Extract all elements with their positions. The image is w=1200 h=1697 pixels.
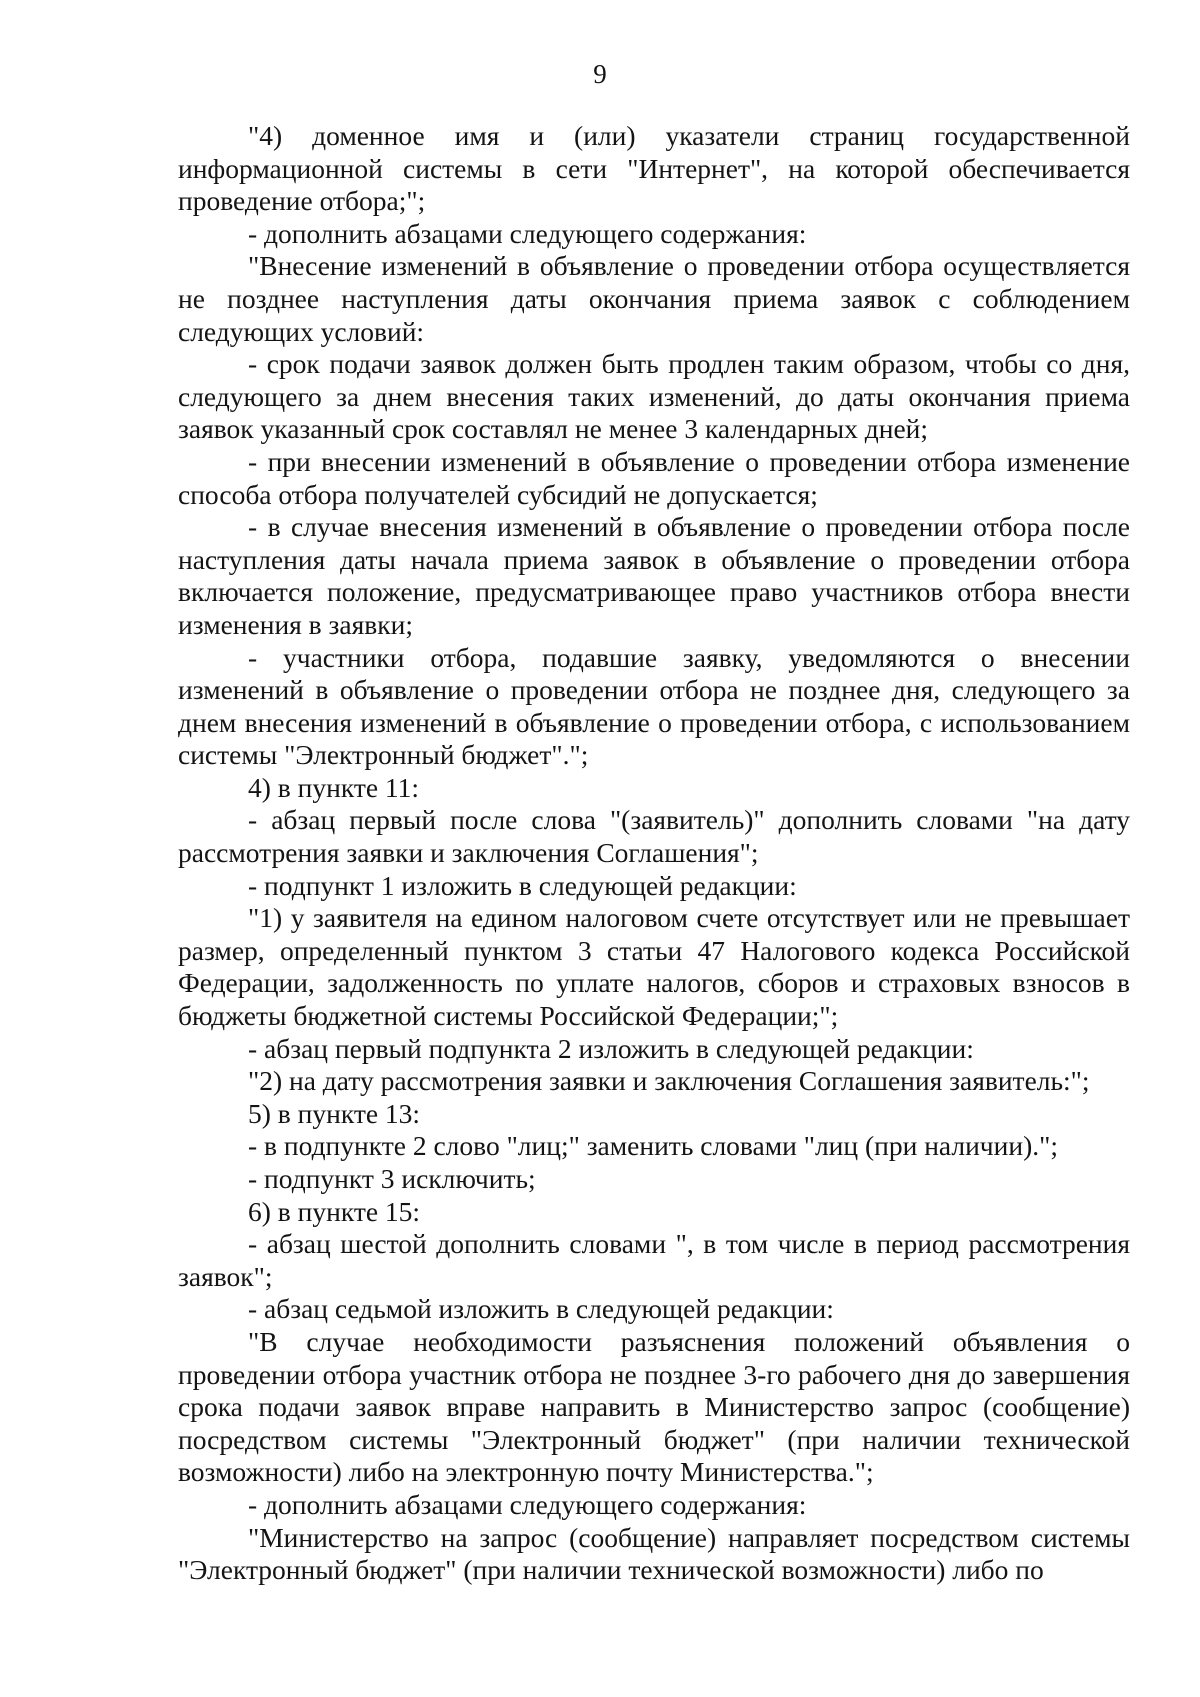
paragraph: "В случае необходимости разъяснения положений объявления о проведении отбора участник отбора не позднее 3-го рабочего дня до завершения срока подачи заявок вправе направить в Министерство запрос (сообщение) посредством системы "Электронный бюджет" (при наличии технической возможности) либо на электронную почту Министерства."; (178, 1325, 1130, 1488)
paragraph: - в случае внесения изменений в объявление о проведении отбора после наступления даты начала приема заявок в объявление о проведении отбора включается положение, предусматривающее право участников отбора внести изменения в заявки; (178, 511, 1130, 640)
paragraph: 5) в пункте 13: (248, 1097, 421, 1129)
paragraph: - абзац первый подпункта 2 изложить в следующей редакции: (248, 1032, 974, 1064)
paragraph: - подпункт 1 изложить в следующей редакции: (248, 869, 797, 901)
page-number: 9 (593, 59, 607, 89)
paragraph: - абзац седьмой изложить в следующей редакции: (248, 1293, 834, 1325)
paragraph: - срок подачи заявок должен быть продлен таким образом, чтобы со дня, следующего за днем внесения таких изменений, до даты окончания приема заявок указанный срок составлял не менее 3 календарных дней; (178, 348, 1130, 445)
paragraph: 6) в пункте 15: (248, 1195, 421, 1227)
paragraph: - абзац первый после слова "(заявитель)" дополнить словами "на дату рассмотрения заявки и заключения Соглашения"; (178, 804, 1130, 869)
paragraph: 4) в пункте 11: (248, 771, 420, 803)
paragraph: "Министерство на запрос (сообщение) направляет посредством системы "Электронный бюджет" (при наличии технической возможности) либо по (178, 1521, 1130, 1586)
paragraph: - дополнить абзацами следующего содержания: (248, 1488, 807, 1520)
paragraph: - участники отбора, подавшие заявку, уведомляются о внесении изменений в объявление о проведении отбора не позднее дня, следующего за днем внесения изменений в объявление о проведении отбора, с использованием системы "Электронный бюджет"."; (178, 641, 1130, 771)
paragraph: - при внесении изменений в объявление о проведении отбора изменение способа отбора получателей субсидий не допускается; (178, 445, 1130, 510)
document-body (178, 120, 1130, 1587)
paragraph: "4) доменное имя и (или) указатели страниц государственной информационной системы в сети "Интернет", на которой обеспечивается проведение отбора;"; (178, 120, 1130, 217)
paragraph: "2) на дату рассмотрения заявки и заключения Соглашения заявитель:"; (248, 1065, 1090, 1097)
paragraph: - дополнить абзацами следующего содержания: (248, 217, 807, 249)
paragraph: - подпункт 3 исключить; (248, 1163, 536, 1194)
paragraph: - в подпункте 2 слово "лиц;" заменить словами "лиц (при наличии)."; (248, 1130, 1058, 1162)
paragraph: "Внесение изменений в объявление о проведении отбора осуществляется не позднее наступления даты окончания приема заявок с соблюдением следующих условий: (178, 250, 1130, 347)
paragraph: "1) у заявителя на едином налоговом счете отсутствует или не превышает размер, определенный пунктом 3 статьи 47 Налогового кодекса Российской Федерации, задолженность по уплате налогов, сборов и страховых взносов в бюджеты бюджетной системы Российской Федерации;"; (178, 902, 1130, 1032)
paragraph: - абзац шестой дополнить словами ", в том числе в период рассмотрения заявок"; (178, 1228, 1130, 1292)
